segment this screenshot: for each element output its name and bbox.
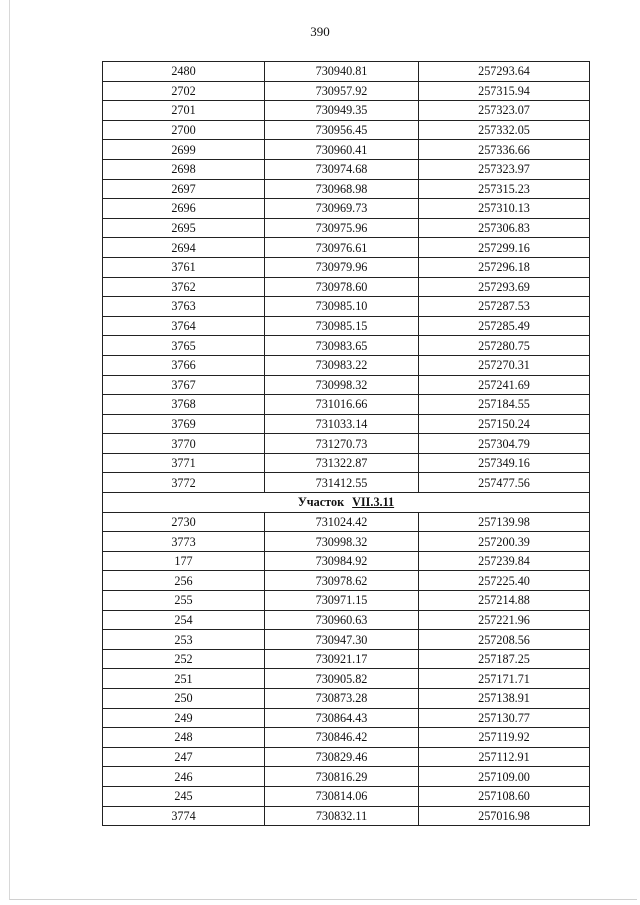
table-row [103, 728, 590, 748]
x-coordinate-cell: 730921.17 [265, 649, 419, 669]
point-number-cell: 2695 [103, 218, 265, 238]
table-body-part2 [103, 512, 590, 826]
coordinates-table [102, 61, 590, 826]
x-coordinate-cell: 730947.30 [265, 630, 419, 650]
table-row [103, 610, 590, 630]
point-number-cell: 3762 [103, 277, 265, 297]
y-coordinate-cell: 257208.56 [419, 630, 590, 650]
x-coordinate-cell: 730905.82 [265, 669, 419, 689]
table-row [103, 708, 590, 728]
y-coordinate-cell: 257477.56 [419, 473, 590, 493]
point-number-cell: 3773 [103, 532, 265, 552]
x-coordinate-cell: 730978.60 [265, 277, 419, 297]
x-coordinate-cell: 730832.11 [265, 806, 419, 826]
point-number-cell: 3770 [103, 434, 265, 454]
x-coordinate-cell: 730971.15 [265, 591, 419, 611]
table-row [103, 81, 590, 101]
x-coordinate-cell: 730960.41 [265, 140, 419, 160]
point-number-cell: 3761 [103, 257, 265, 277]
y-coordinate-cell: 257138.91 [419, 689, 590, 709]
x-coordinate-cell: 731322.87 [265, 453, 419, 473]
x-coordinate-cell: 731016.66 [265, 395, 419, 415]
y-coordinate-cell: 257293.64 [419, 62, 590, 82]
table-row [103, 512, 590, 532]
y-coordinate-cell: 257214.88 [419, 591, 590, 611]
table-row [103, 414, 590, 434]
x-coordinate-cell: 730985.10 [265, 297, 419, 317]
point-number-cell: 2730 [103, 512, 265, 532]
x-coordinate-cell: 730974.68 [265, 159, 419, 179]
y-coordinate-cell: 257293.69 [419, 277, 590, 297]
point-number-cell: 2694 [103, 238, 265, 258]
table-row [103, 747, 590, 767]
x-coordinate-cell: 731412.55 [265, 473, 419, 493]
table-row [103, 218, 590, 238]
x-coordinate-cell: 730814.06 [265, 786, 419, 806]
table-row [103, 453, 590, 473]
point-number-cell: 2699 [103, 140, 265, 160]
table-row [103, 120, 590, 140]
y-coordinate-cell: 257150.24 [419, 414, 590, 434]
y-coordinate-cell: 257221.96 [419, 610, 590, 630]
section-header [103, 493, 590, 513]
table-row [103, 473, 590, 493]
x-coordinate-cell: 730968.98 [265, 179, 419, 199]
table-row [103, 199, 590, 219]
y-coordinate-cell: 257304.79 [419, 434, 590, 454]
x-coordinate-cell: 731270.73 [265, 434, 419, 454]
x-coordinate-cell: 730983.65 [265, 336, 419, 356]
point-number-cell: 3767 [103, 375, 265, 395]
table-row [103, 649, 590, 669]
y-coordinate-cell: 257225.40 [419, 571, 590, 591]
y-coordinate-cell: 257241.69 [419, 375, 590, 395]
y-coordinate-cell: 257200.39 [419, 532, 590, 552]
point-number-cell: 245 [103, 786, 265, 806]
x-coordinate-cell: 730816.29 [265, 767, 419, 787]
y-coordinate-cell: 257171.71 [419, 669, 590, 689]
table-row [103, 140, 590, 160]
point-number-cell: 247 [103, 747, 265, 767]
y-coordinate-cell: 257287.53 [419, 297, 590, 317]
x-coordinate-cell: 730998.32 [265, 532, 419, 552]
table-row [103, 806, 590, 826]
point-number-cell: 248 [103, 728, 265, 748]
table-row [103, 434, 590, 454]
table-row [103, 532, 590, 552]
point-number-cell: 246 [103, 767, 265, 787]
y-coordinate-cell: 257323.07 [419, 101, 590, 121]
table-row [103, 375, 590, 395]
table-row [103, 277, 590, 297]
y-coordinate-cell: 257016.98 [419, 806, 590, 826]
y-coordinate-cell: 257336.66 [419, 140, 590, 160]
point-number-cell: 2697 [103, 179, 265, 199]
y-coordinate-cell: 257285.49 [419, 316, 590, 336]
table-row [103, 62, 590, 82]
point-number-cell: 2700 [103, 120, 265, 140]
y-coordinate-cell: 257280.75 [419, 336, 590, 356]
y-coordinate-cell: 257323.97 [419, 159, 590, 179]
table-row [103, 571, 590, 591]
page-number: 390 [310, 24, 330, 39]
y-coordinate-cell: 257130.77 [419, 708, 590, 728]
point-number-cell: 249 [103, 708, 265, 728]
x-coordinate-cell: 731033.14 [265, 414, 419, 434]
y-coordinate-cell: 257119.92 [419, 728, 590, 748]
x-coordinate-cell: 730983.22 [265, 355, 419, 375]
point-number-cell: 2696 [103, 199, 265, 219]
x-coordinate-cell: 730985.15 [265, 316, 419, 336]
table-row [103, 101, 590, 121]
x-coordinate-cell: 730998.32 [265, 375, 419, 395]
table-row [103, 238, 590, 258]
table-row [103, 395, 590, 415]
point-number-cell: 250 [103, 689, 265, 709]
table-row [103, 355, 590, 375]
table-row [103, 630, 590, 650]
point-number-cell: 253 [103, 630, 265, 650]
point-number-cell: 3772 [103, 473, 265, 493]
y-coordinate-cell: 257139.98 [419, 512, 590, 532]
point-number-cell: 3765 [103, 336, 265, 356]
x-coordinate-cell: 730949.35 [265, 101, 419, 121]
point-number-cell: 3766 [103, 355, 265, 375]
x-coordinate-cell: 730979.96 [265, 257, 419, 277]
y-coordinate-cell: 257349.16 [419, 453, 590, 473]
point-number-cell: 2698 [103, 159, 265, 179]
point-number-cell: 254 [103, 610, 265, 630]
y-coordinate-cell: 257310.13 [419, 199, 590, 219]
x-coordinate-cell: 730978.62 [265, 571, 419, 591]
table-row [103, 591, 590, 611]
y-coordinate-cell: 257270.31 [419, 355, 590, 375]
y-coordinate-cell: 257306.83 [419, 218, 590, 238]
x-coordinate-cell: 730984.92 [265, 551, 419, 571]
y-coordinate-cell: 257184.55 [419, 395, 590, 415]
y-coordinate-cell: 257187.25 [419, 649, 590, 669]
point-number-cell: 177 [103, 551, 265, 571]
point-number-cell: 3763 [103, 297, 265, 317]
section-header-row [103, 493, 590, 513]
x-coordinate-cell: 730960.63 [265, 610, 419, 630]
point-number-cell: 255 [103, 591, 265, 611]
point-number-cell: 3764 [103, 316, 265, 336]
y-coordinate-cell: 257315.94 [419, 81, 590, 101]
point-number-cell: 252 [103, 649, 265, 669]
x-coordinate-cell: 730976.61 [265, 238, 419, 258]
table-row [103, 689, 590, 709]
point-number-cell: 3768 [103, 395, 265, 415]
point-number-cell: 3769 [103, 414, 265, 434]
x-coordinate-cell: 730940.81 [265, 62, 419, 82]
section-id: VII.3.11 [352, 495, 395, 510]
y-coordinate-cell: 257239.84 [419, 551, 590, 571]
y-coordinate-cell: 257108.60 [419, 786, 590, 806]
x-coordinate-cell: 730975.96 [265, 218, 419, 238]
y-coordinate-cell: 257109.00 [419, 767, 590, 787]
x-coordinate-cell: 731024.42 [265, 512, 419, 532]
section-header-body [103, 493, 590, 513]
x-coordinate-cell: 730864.43 [265, 708, 419, 728]
section-label: Участок [297, 495, 345, 510]
x-coordinate-cell: 730969.73 [265, 199, 419, 219]
table-row [103, 297, 590, 317]
table-row [103, 669, 590, 689]
x-coordinate-cell: 730846.42 [265, 728, 419, 748]
point-number-cell: 2701 [103, 101, 265, 121]
point-number-cell: 251 [103, 669, 265, 689]
table-row [103, 316, 590, 336]
x-coordinate-cell: 730956.45 [265, 120, 419, 140]
x-coordinate-cell: 730829.46 [265, 747, 419, 767]
y-coordinate-cell: 257332.05 [419, 120, 590, 140]
y-coordinate-cell: 257299.16 [419, 238, 590, 258]
point-number-cell: 2702 [103, 81, 265, 101]
point-number-cell: 3774 [103, 806, 265, 826]
table-row [103, 551, 590, 571]
table-row [103, 767, 590, 787]
y-coordinate-cell: 257296.18 [419, 257, 590, 277]
table-row [103, 159, 590, 179]
table-row [103, 786, 590, 806]
table-body-part1 [103, 62, 590, 493]
table-row [103, 179, 590, 199]
point-number-cell: 3771 [103, 453, 265, 473]
x-coordinate-cell: 730873.28 [265, 689, 419, 709]
y-coordinate-cell: 257315.23 [419, 179, 590, 199]
y-coordinate-cell: 257112.91 [419, 747, 590, 767]
table-row [103, 336, 590, 356]
x-coordinate-cell: 730957.92 [265, 81, 419, 101]
point-number-cell: 2480 [103, 62, 265, 82]
table-row [103, 257, 590, 277]
point-number-cell: 256 [103, 571, 265, 591]
